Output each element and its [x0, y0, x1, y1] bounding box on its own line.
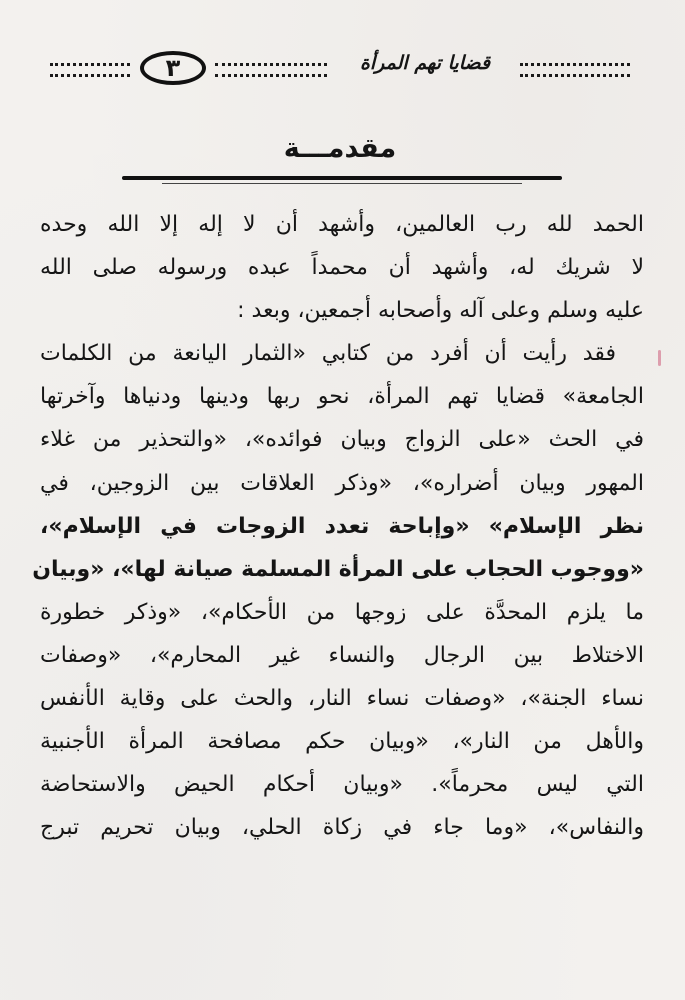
- text-line: عليه وسلم وعلى آله وأصحابه أجمعين، وبعد :: [237, 298, 644, 324]
- text-line: ما يلزم المحدَّة على زوجها من الأحكام»، «وذكر خطورة: [40, 599, 644, 625]
- text-line: التي ليس محرماً». «وبيان أحكام الحيض والاستحاضة: [40, 772, 644, 798]
- text-line: الحمد لله رب العالمين، وأشهد أن لا إله إلا الله وحده: [40, 212, 644, 237]
- text-line: والأهل من النار»، «وبيان حكم مصافحة المرأة الأجنبية: [40, 729, 644, 755]
- page-number: ٣: [140, 51, 206, 85]
- text-line: والنفاس»، «وما جاء في زكاة الحلي، وبيان تحريم تبرج: [40, 815, 644, 841]
- text-line: فقد رأيت أن أفرد من كتابي «الثمار اليانعة من الكلمات: [40, 341, 616, 367]
- body-text: [32, 203, 644, 849]
- text-line: لا شريك له، وأشهد أن محمداً عبده ورسوله صلى الله: [40, 255, 644, 281]
- title-underline: [122, 176, 562, 180]
- text-line: نساء الجنة»، «وصفات نساء النار، والحث على وقاية الأنفس: [40, 686, 644, 712]
- page-header: [50, 46, 630, 90]
- text-line: نظر الإسلام» «وإباحة تعدد الزوجات في الإسلام»،: [40, 513, 644, 539]
- text-line: في الحث «على الزواج وبيان فوائده»، «والتحذير من غلاء: [40, 427, 644, 453]
- text-line: الاختلاط بين الرجال والنساء غير المحارم»، «وصفات: [40, 642, 644, 668]
- running-title: قضايا تهم المرأة: [359, 52, 491, 74]
- section-title: مقدمـــة: [283, 133, 397, 164]
- text-line: «ووجوب الحجاب على المرأة المسلمة صيانة لها»، «وبيان: [32, 556, 644, 582]
- text-line: الجامعة» قضايا تهم المرأة، نحو ربها ودينها ودنياها وآخرتها: [40, 384, 644, 410]
- text-line: المهور وبيان أضراره»، «وذكر العلاقات بين الزوجين، في: [40, 470, 644, 496]
- header-dotted-rule-left: [50, 63, 130, 77]
- margin-mark: [658, 350, 661, 366]
- header-dotted-rule-right: [520, 63, 630, 77]
- header-dotted-rule-middle: [215, 63, 327, 77]
